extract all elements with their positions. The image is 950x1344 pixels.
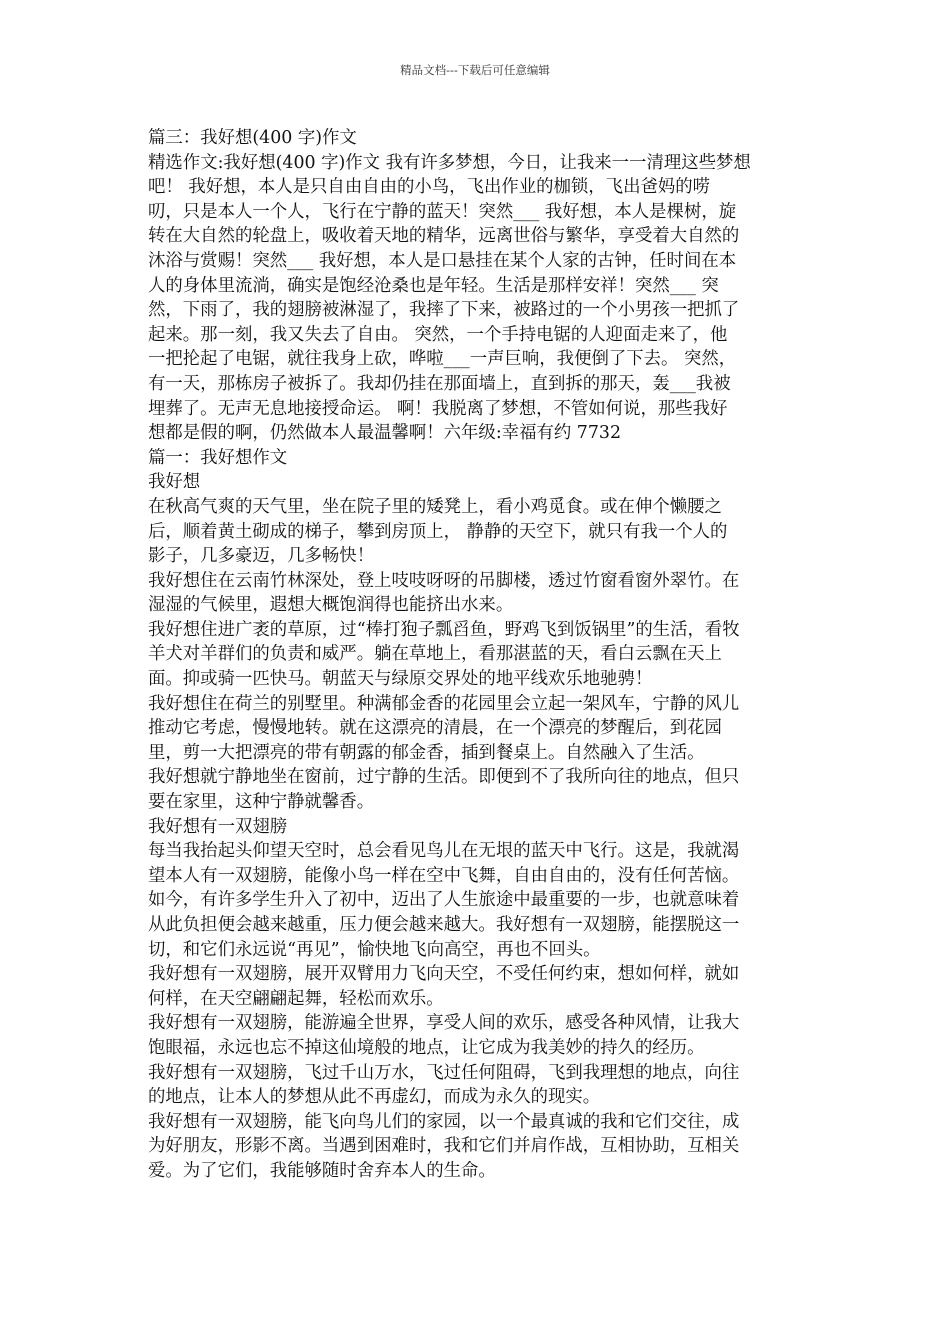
text-line: 要在家里，这种宁静就馨香。 bbox=[148, 792, 375, 813]
text-line: 叨，只是本人一个人，飞行在宁静的蓝天！突然___ 我好想，本人是棵树，旋 bbox=[148, 201, 737, 222]
text-line: 沐浴与赏赐！突然___ 我好想，本人是口悬挂在某个人家的古钟，任时间在本 bbox=[148, 250, 737, 271]
text-line: 我好想有一双翅膀，展开双臂用力飞向天空，不受任何约束，想如何样，就如 bbox=[148, 964, 740, 985]
text-line: 后，顺着黄土砌成的梯子，攀到房顶上， 静静的天空下，就只有我一个人的 bbox=[148, 521, 728, 542]
text-line: 吧！ 我好想，本人是只自由自由的小鸟，飞出作业的枷锁，飞出爸妈的唠 bbox=[148, 177, 711, 198]
text-line: 爱。为了它们，我能够随时舍弃本人的生命。 bbox=[148, 1160, 496, 1181]
page-header: 精品文档---下载后可任意编辑 bbox=[400, 63, 550, 77]
text-line: 为好朋友，形影不离。当遇到困难时，我和它们并肩作战，互相协助，互相关 bbox=[148, 1136, 740, 1157]
text-line: 影子，几多豪迈，几多畅快！ bbox=[148, 546, 375, 567]
text-line: 人的身体里流淌，确实是饱经沧桑也是年轻。生活是那样安祥！突然___ 突 bbox=[148, 275, 719, 296]
text-line: 然，下雨了，我的翅膀被淋湿了，我摔了下来，被路过的一个小男孩一把抓了 bbox=[148, 300, 740, 321]
text-line: 起来。那一刻，我又失去了自由。 突然，一个手持电锯的人迎面走来了，他 bbox=[148, 324, 728, 345]
text-line: 有一天，那栋房子被拆了。我却仍挂在那面墙上，直到拆的那天，轰___我被 bbox=[148, 373, 731, 394]
text-line: 我好想住在荷兰的别墅里。种满郁金香的花园里会立起一架风车，宁静的风儿 bbox=[148, 693, 740, 714]
document-body bbox=[148, 126, 810, 1184]
text-line: 一把抡起了电锯，就往我身上砍，哗啦___一声巨响，我便倒了下去。 突然， bbox=[148, 349, 737, 370]
text-line: 我好想有一双翅膀，能游遍全世界，享受人间的欢乐，感受各种风情，让我大 bbox=[148, 1013, 740, 1034]
text-line: 里，剪一大把漂亮的带有朝露的郁金香，插到餐桌上。自然融入了生活。 bbox=[148, 742, 705, 763]
text-line: 从此负担便会越来越重，压力便会越来越大。我好想有一双翅膀，能摆脱这一 bbox=[148, 915, 740, 935]
text-line: 的地点，让本人的梦想从此不再虚幻，而成为永久的现实。 bbox=[148, 1087, 601, 1108]
text-line: 在秋高气爽的天气里，坐在院子里的矮凳上，看小鸡觅食。或在伸个懒腰之 bbox=[148, 496, 722, 517]
text-line: 羊犬对羊群们的负责和威严。躺在草地上，看那湛蓝的天，看白云飘在天上 bbox=[148, 644, 722, 665]
text-line: 想都是假的啊，仍然做本人最温馨啊！六年级:幸福有约 7732 bbox=[148, 423, 622, 444]
text-line: 我好想有一双翅膀 bbox=[148, 816, 288, 837]
text-line: 篇三：我好想(400 字)作文 bbox=[148, 128, 357, 148]
text-line: 我好想就宁静地坐在窗前，过宁静的生活。即便到不了我所向往的地点，但只 bbox=[148, 767, 740, 788]
text-line: 转在大自然的轮盘上，吸收着天地的精华，远离世俗与繁华，享受着大自然的 bbox=[148, 226, 740, 247]
text-line: 饱眼福，永远也忘不掉这仙境般的地点，让它成为我美妙的持久的经历。 bbox=[148, 1037, 705, 1058]
text-line: 我好想 bbox=[148, 472, 201, 493]
text-line: 我好想有一双翅膀，能飞向鸟儿们的家园，以一个最真诚的我和它们交往，成 bbox=[148, 1111, 740, 1132]
text-line: 望本人有一双翅膀，能像小鸟一样在空中飞舞，自由自由的，没有任何苦恼。 bbox=[148, 865, 740, 886]
text-line: 我好想住在云南竹林深处，登上吱吱呀呀的吊脚楼，透过竹窗看窗外翠竹。在 bbox=[148, 570, 740, 591]
text-line: 埋葬了。无声无息地接授命运。 啊！我脱离了梦想，不管如何说，那些我好 bbox=[148, 398, 728, 419]
text-line: 如今，有许多学生升入了初中，迈出了人生旅途中最重要的一步，也就意味着 bbox=[148, 890, 740, 911]
text-line: 我好想有一双翅膀，飞过千山万水，飞过任何阻碍，飞到我理想的地点，向往 bbox=[148, 1062, 740, 1083]
text-line: 推动它考虑，慢慢地转。就在这漂亮的清晨，在一个漂亮的梦醒后，到花园 bbox=[148, 718, 722, 739]
text-line: 面。抑或骑一匹快马。朝蓝天与绿原交界处的地平线欢乐地驰骋！ bbox=[148, 669, 653, 690]
text-line: 我好想住进广袤的草原，过“棒打狍子瓢舀鱼，野鸡飞到饭锅里”的生活，看牧 bbox=[148, 619, 740, 640]
text-line: 何样，在天空翩翩起舞，轻松而欢乐。 bbox=[148, 988, 444, 1009]
text-line: 每当我抬起头仰望天空时，总会看见鸟儿在无垠的蓝天中飞行。这是，我就渴 bbox=[148, 841, 740, 862]
text-line: 切，和它们永远说“再见”，愉快地飞向高空，再也不回头。 bbox=[148, 939, 601, 960]
text-line: 湿湿的气候里，遐想大概饱润得也能挤出水来。 bbox=[148, 595, 514, 616]
text-line: 篇一：我好想作文 bbox=[148, 447, 288, 468]
text-line: 精选作文:我好想(400 字)作文 我有许多梦想，今日，让我来一一清理这些梦想 bbox=[148, 152, 751, 173]
